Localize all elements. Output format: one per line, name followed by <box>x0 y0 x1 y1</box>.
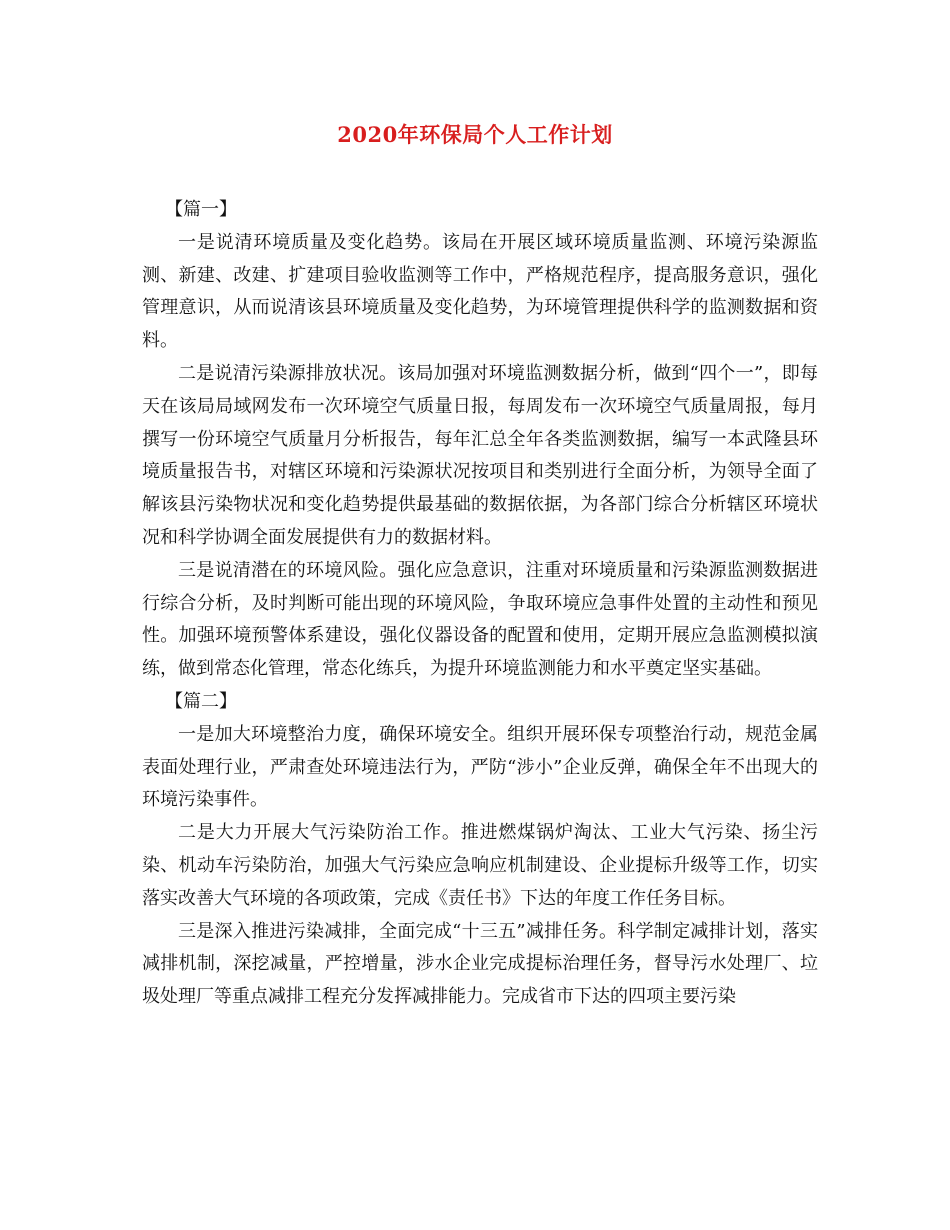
paragraph: 一是说清环境质量及变化趋势。该局在开展区域环境质量监测、环境污染源监测、新建、改建、扩建项目验收监测等工作中，严格规范程序，提高服务意识，强化管理意识，从而说清该县环境质量及变化趋势，为环境管理提供科学的监测数据和资料。 <box>142 231 818 352</box>
paragraph: 二是说清污染源排放状况。该局加强对环境监测数据分析，做到“四个一”，即每天在该局局域网发布一次环境空气质量日报，每周发布一次环境空气质量周报，每月撰写一份环境空气质量月分析报告，每年汇总全年各类监测数据，编写一本武隆县环境质量报告书，对辖区环境和污染源状况按项目和类别进行全面分析，为领导全面了解该县污染物状况和变化趋势提供最基础的数据依据，为各部门综合分析辖区环境状况和科学协调全面发展提供有力的数据材料。 <box>142 362 818 548</box>
document-body <box>142 194 818 1014</box>
paragraph: 三是深入推进污染减排，全面完成“十三五”减排任务。科学制定减排计划，落实减排机制，深挖减量，严控增量，涉水企业完成提标治理任务，督导污水处理厂、垃圾处理厂等重点减排工程充分发挥减排能力。完成省市下达的四项主要污染 <box>142 920 818 1008</box>
paragraph: 二是大力开展大气污染防治工作。推进燃煤锅炉淘汰、工业大气污染、扬尘污染、机动车污染防治，加强大气污染应急响应机制建设、企业提标升级等工作，切实落实改善大气环境的各项政策，完成《责任书》下达的年度工作任务目标。 <box>142 822 818 909</box>
document-title: 2020年环保局个人工作计划 <box>337 122 613 147</box>
paragraph: 三是说清潜在的环境风险。强化应急意识，注重对环境质量和污染源监测数据进行综合分析，及时判断可能出现的环境风险，争取环境应急事件处置的主动性和预见性。加强环境预警体系建设，强化仪器设备的配置和使用，定期开展应急监测模拟演练，做到常态化管理，常态化练兵，为提升环境监测能力和水平奠定坚实基础。 <box>142 559 818 680</box>
section-heading-2: 【篇二】 <box>165 690 237 712</box>
paragraph: 一是加大环境整治力度，确保环境安全。组织开展环保专项整治行动，规范金属表面处理行业，严肃查处环境违法行为，严防“涉小”企业反弹，确保全年不出现大的环境污染事件。 <box>142 723 818 811</box>
section-heading-1: 【篇一】 <box>165 199 237 220</box>
